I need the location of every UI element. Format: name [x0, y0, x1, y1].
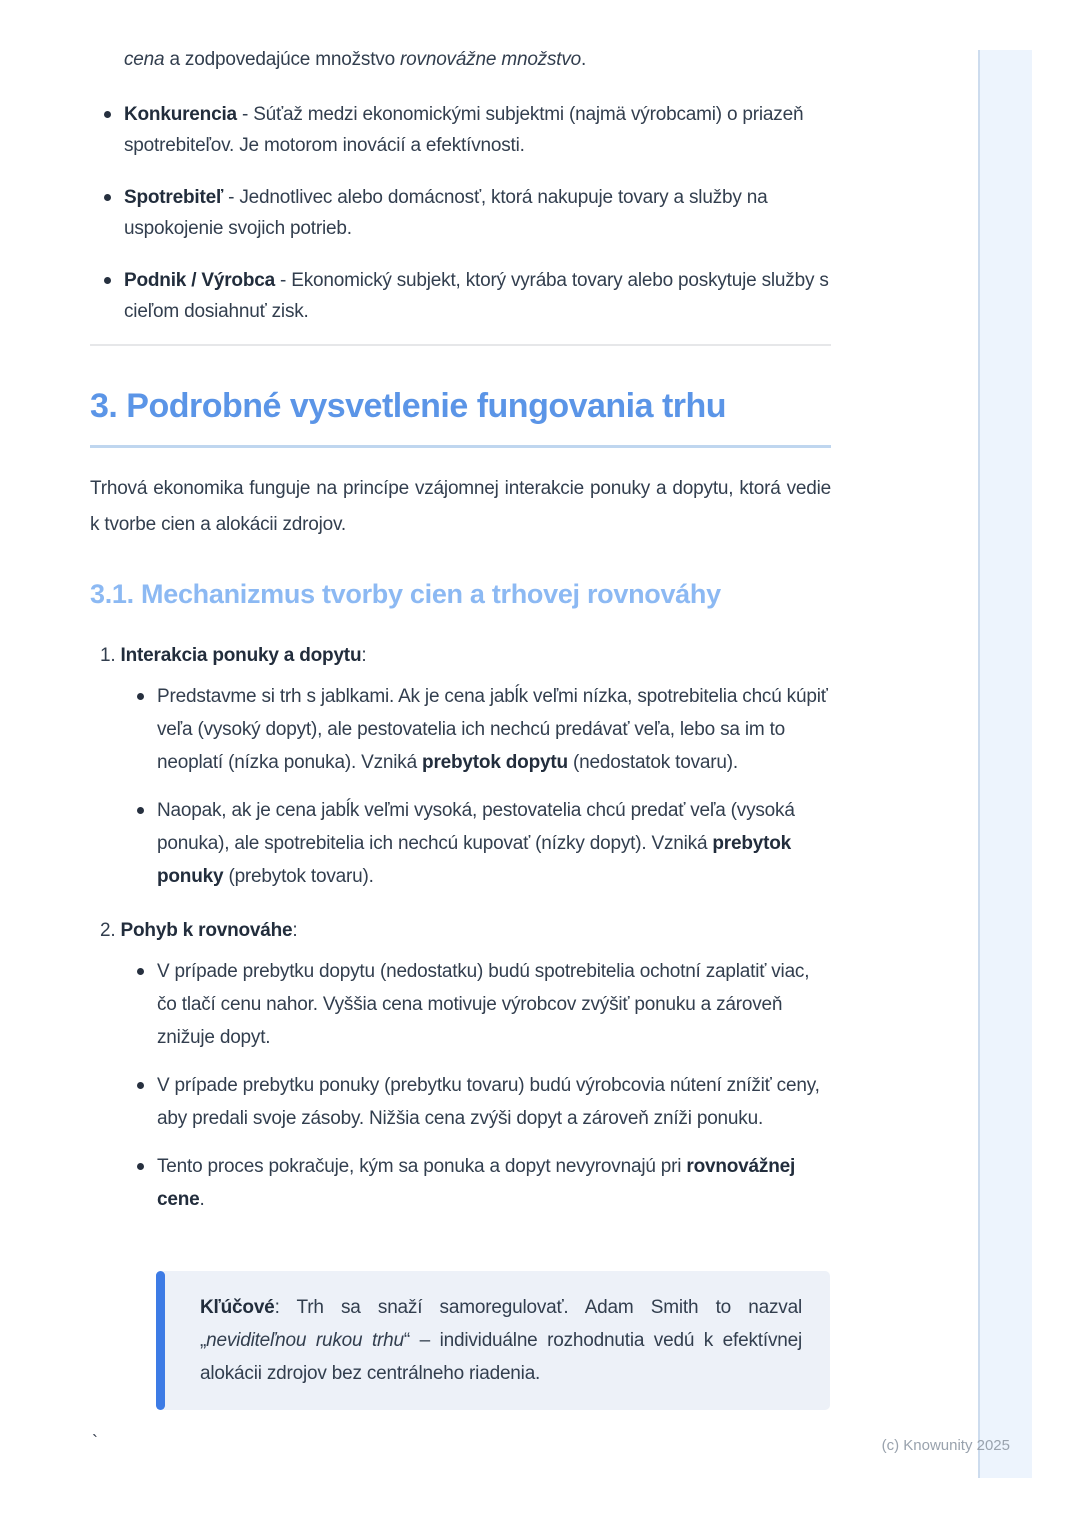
- bullet-dot-icon: [137, 807, 144, 814]
- bullet-dot-icon: [104, 277, 111, 284]
- copyright-text: (c) Knowunity 2025: [881, 1437, 1010, 1454]
- sub-bullet-list: [100, 680, 831, 893]
- term-item-spotrebitel: [124, 182, 831, 244]
- term-definition: Súťaž medzi ekonomickými subjektmi (najmä výrobcami) o priazeň spotrebiteľov. Je motorom inovácií a efektívnosti.: [124, 104, 804, 156]
- continuation-middle: a zodpovedajúce množstvo: [164, 49, 401, 70]
- term-definition: Jednotlivec alebo domácnosť, ktorá nakupuje tovary a služby na uspokojenie svojich potrieb.: [124, 187, 768, 239]
- bullet-bold-text: prebytok dopytu: [422, 752, 568, 773]
- item-title-colon: :: [361, 645, 367, 666]
- section-intro-paragraph: Trhová ekonomika funguje na princípe vzájomnej interakcie ponuky a dopytu, ktorá vedie k tvorbe cien a alokácii zdrojov.: [90, 478, 831, 535]
- bullet-dot-icon: [137, 1163, 144, 1170]
- numbered-item-2: [100, 915, 831, 1216]
- term-name: Konkurencia: [124, 104, 237, 125]
- section-divider: [90, 344, 831, 346]
- term-list: [90, 99, 831, 327]
- bullet-dot-icon: [137, 968, 144, 975]
- bullet-dot-icon: [137, 693, 144, 700]
- bullet-bold-text: prebytok ponuky: [157, 833, 792, 887]
- right-margin-strip: [978, 50, 1032, 1478]
- bullet-text-after: .: [199, 1189, 205, 1210]
- bullet-text: V prípade prebytku ponuky (prebytku tovaru) budú výrobcovia nútení znížiť ceny, aby predali svoje zásoby. Nižšia cena zvýši dopyt a zároveň zníži ponuku.: [157, 1075, 820, 1129]
- callout-quote-italic: neviditeľnou rukou trhu: [206, 1330, 404, 1351]
- bullet-text-after: (nedostatok tovaru).: [567, 752, 738, 773]
- continuation-italic-1: cena: [124, 49, 165, 70]
- sub-bullet: [157, 1150, 831, 1216]
- term-definition: Ekonomický subjekt, ktorý vyrába tovary alebo poskytuje služby s cieľom dosiahnuť zisk.: [124, 270, 829, 322]
- section-heading: 3. Podrobné vysvetlenie fungovania trhu: [90, 384, 831, 448]
- item-title-text: Interakcia ponuky a dopytu: [120, 645, 362, 666]
- item-number: 2.: [100, 920, 116, 941]
- callout-rest-text: – individuálne rozhodnutia vedú k efektívnej alokácii zdrojov bez centrálneho riadenia.: [200, 1330, 803, 1384]
- numbered-list: [90, 640, 831, 1238]
- callout-label: Kľúčové: [200, 1297, 275, 1318]
- term-name: Podnik / Výrobca: [124, 270, 275, 291]
- item-title-colon: :: [292, 920, 298, 941]
- terms-block: [90, 44, 831, 348]
- sub-bullet: [157, 1069, 831, 1135]
- bullet-dot-icon: [104, 111, 111, 118]
- bullet-text: Predstavme si trh s jablkami. Ak je cena jabĺk veľmi nízka, spotrebitelia chcú kúpiť veľa (vysoký dopyt), ale pestovatelia ich nechcú predávať veľa, lebo sa im to neoplatí (nízka ponuka). Vzniká: [157, 686, 828, 773]
- key-point-callout: [156, 1271, 830, 1410]
- continuation-period: .: [581, 49, 587, 70]
- sub-bullet-list: [100, 955, 831, 1216]
- bullet-text: Tento proces pokračuje, kým sa ponuka a dopyt nevyrovnajú pri: [157, 1156, 687, 1177]
- term-item-podnik-vyrobca: [124, 265, 831, 327]
- term-item-konkurencia: [124, 99, 831, 161]
- continuation-italic-2: rovnovážne množstvo: [400, 49, 582, 70]
- term-name: Spotrebiteľ: [124, 187, 224, 208]
- term-separator: -: [274, 270, 292, 291]
- callout-quote-close: “: [403, 1330, 411, 1351]
- bullet-dot-icon: [104, 194, 111, 201]
- sub-bullet: [157, 955, 831, 1054]
- callout-accent-bar: [156, 1271, 165, 1410]
- bullet-text-after: (prebytok tovaru).: [223, 866, 374, 887]
- bullet-dot-icon: [137, 1082, 144, 1089]
- numbered-item-title: [100, 915, 831, 946]
- item-title-text: Pohyb k rovnováhe: [120, 920, 293, 941]
- callout-lead-text: : Trh sa snaží samoregulovať. Adam Smith to nazval: [274, 1297, 802, 1318]
- continuation-paragraph: [124, 44, 831, 75]
- numbered-item-1: [100, 640, 831, 893]
- item-number: 1.: [100, 645, 116, 666]
- sub-bullet: [157, 794, 831, 893]
- bullet-text: Naopak, ak je cena jabĺk veľmi vysoká, pestovatelia chcú predať veľa (vysoká ponuka), ale spotrebitelia ich nechcú kupovať (nízky dopyt). Vzniká: [157, 800, 795, 854]
- term-separator: -: [236, 104, 254, 125]
- callout-quote-open: „: [200, 1330, 207, 1351]
- bullet-bold-text: rovnovážnej cene: [157, 1156, 796, 1210]
- numbered-item-title: [100, 640, 831, 671]
- subsection-heading: 3.1. Mechanizmus tvorby cien a trhovej rovnováhy: [90, 579, 721, 609]
- bullet-text: V prípade prebytku dopytu (nedostatku) budú spotrebitelia ochotní zaplatiť viac, čo tlačí cenu nahor. Vyššia cena motivuje výrobcov zvýšiť ponuku a zároveň znižuje dopyt.: [157, 961, 810, 1048]
- term-separator: -: [223, 187, 240, 208]
- stray-character: `: [92, 1432, 98, 1452]
- sub-bullet: [157, 680, 831, 779]
